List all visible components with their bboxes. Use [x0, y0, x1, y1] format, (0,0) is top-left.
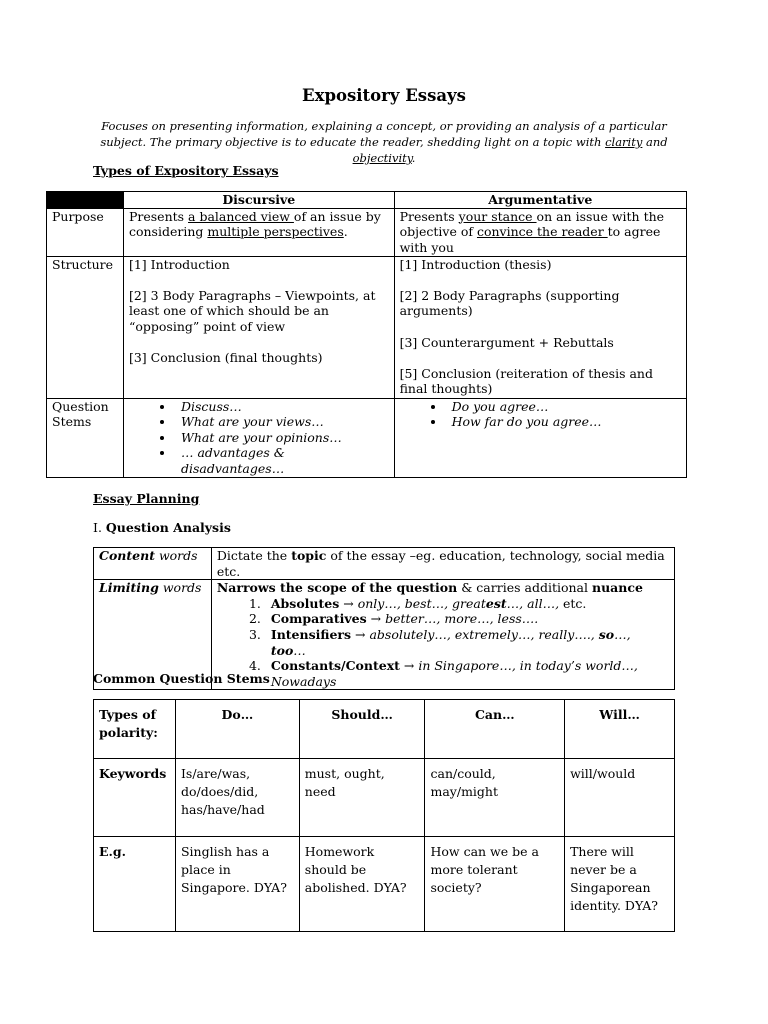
polarity-label: Types of polarity: [94, 700, 176, 759]
stems-discursive [123, 398, 394, 477]
purpose-discursive: Presents a balanced view of an issue by considering multiple perspectives. [123, 208, 394, 256]
list-item: • What are your views… [175, 414, 389, 430]
page-title: Expository Essays [302, 86, 466, 105]
table-row-header [94, 700, 675, 759]
col-discursive: Discursive [123, 192, 394, 209]
stems-heading: Common Question Stems [93, 671, 270, 686]
list-item: 1. Absolutes → only…, best…, greatest…, all…, etc. [265, 596, 669, 612]
table-row-structure [47, 256, 687, 398]
limiting-label: Limiting words [94, 580, 212, 690]
col-will: Will… [565, 700, 675, 759]
table-row-keywords [94, 759, 675, 837]
list-item: • How far do you agree… [446, 414, 681, 430]
table-cell: There will never be a Singaporean identity. DYA? [565, 837, 675, 932]
content-label: Content words [94, 548, 212, 580]
row-label: Structure [47, 256, 124, 398]
col-can: Can… [425, 700, 565, 759]
list-item: • Discuss… [175, 399, 389, 415]
list-item: • … advantages & disadvantages… [175, 445, 389, 476]
table-row-example [94, 837, 675, 932]
table-cell: will/would [565, 759, 675, 837]
row-label: Question Stems [47, 398, 124, 477]
list-item: 3. Intensifiers → absolutely…, extremely…, really…., so…, too… [265, 627, 669, 658]
table-row-stems [47, 398, 687, 477]
example-label: E.g. [94, 837, 176, 932]
analysis-table [93, 547, 675, 690]
table-cell: Is/are/was, do/does/did, has/have/had [175, 759, 299, 837]
table-corner [47, 192, 124, 209]
question-stems-table [93, 699, 675, 932]
structure-discursive: [1] Introduction [2] 3 Body Paragraphs – Viewpoints, at least one of which should be an “opposing” point of view [3] Conclusion (final thoughts) [123, 256, 394, 398]
types-heading: Types of Expository Essays [93, 163, 279, 178]
table-cell: must, ought, need [299, 759, 425, 837]
list-item: • Do you agree… [446, 399, 681, 415]
content-description: Dictate the topic of the essay –eg. education, technology, social media etc. [211, 548, 674, 580]
table-cell: How can we be a more tolerant society? [425, 837, 565, 932]
col-argumentative: Argumentative [394, 192, 686, 209]
structure-argumentative: [1] Introduction (thesis) [2] 2 Body Paragraphs (supporting arguments) [3] Counterargument + Rebuttals [5] Conclusion (reiteration of thesis and final thoughts) [394, 256, 686, 398]
table-cell: Homework should be abolished. DYA? [299, 837, 425, 932]
limiting-description: Narrows the scope of the question & carries additional nuance 1. Absolutes → only…, best…, greatest…, all…, etc. 2. Comparatives → better…, more…, less…. 3. Intensifiers → absolutely…, extremely…, really…., so…, too… 4. Constants/Context → in Singapore…, in today’s world…, Nowadays [211, 580, 674, 690]
col-do: Do… [175, 700, 299, 759]
table-cell: Singlish has a place in Singapore. DYA? [175, 837, 299, 932]
analysis-heading: I. Question Analysis [93, 520, 231, 535]
purpose-argumentative: Presents your stance on an issue with the objective of convince the reader to agree with you [394, 208, 686, 256]
types-table [46, 191, 687, 478]
table-cell: can/could, may/might [425, 759, 565, 837]
intro-paragraph: Focuses on presenting information, explaining a concept, or providing an analysis of a particular subject. The primary objective is to educate the reader, shedding light on a topic with clarity and objectivity. [100, 119, 668, 165]
planning-heading: Essay Planning [93, 491, 200, 506]
list-item: 4. Constants/Context → in Singapore…, in today’s world…, Nowadays [265, 658, 669, 689]
table-row-content [94, 548, 675, 580]
keywords-label: Keywords [94, 759, 176, 837]
list-item: 2. Comparatives → better…, more…, less…. [265, 611, 669, 627]
stems-argumentative [394, 398, 686, 477]
list-item: • What are your opinions… [175, 430, 389, 446]
row-label: Purpose [47, 208, 124, 256]
table-row-purpose [47, 208, 687, 256]
col-should: Should… [299, 700, 425, 759]
